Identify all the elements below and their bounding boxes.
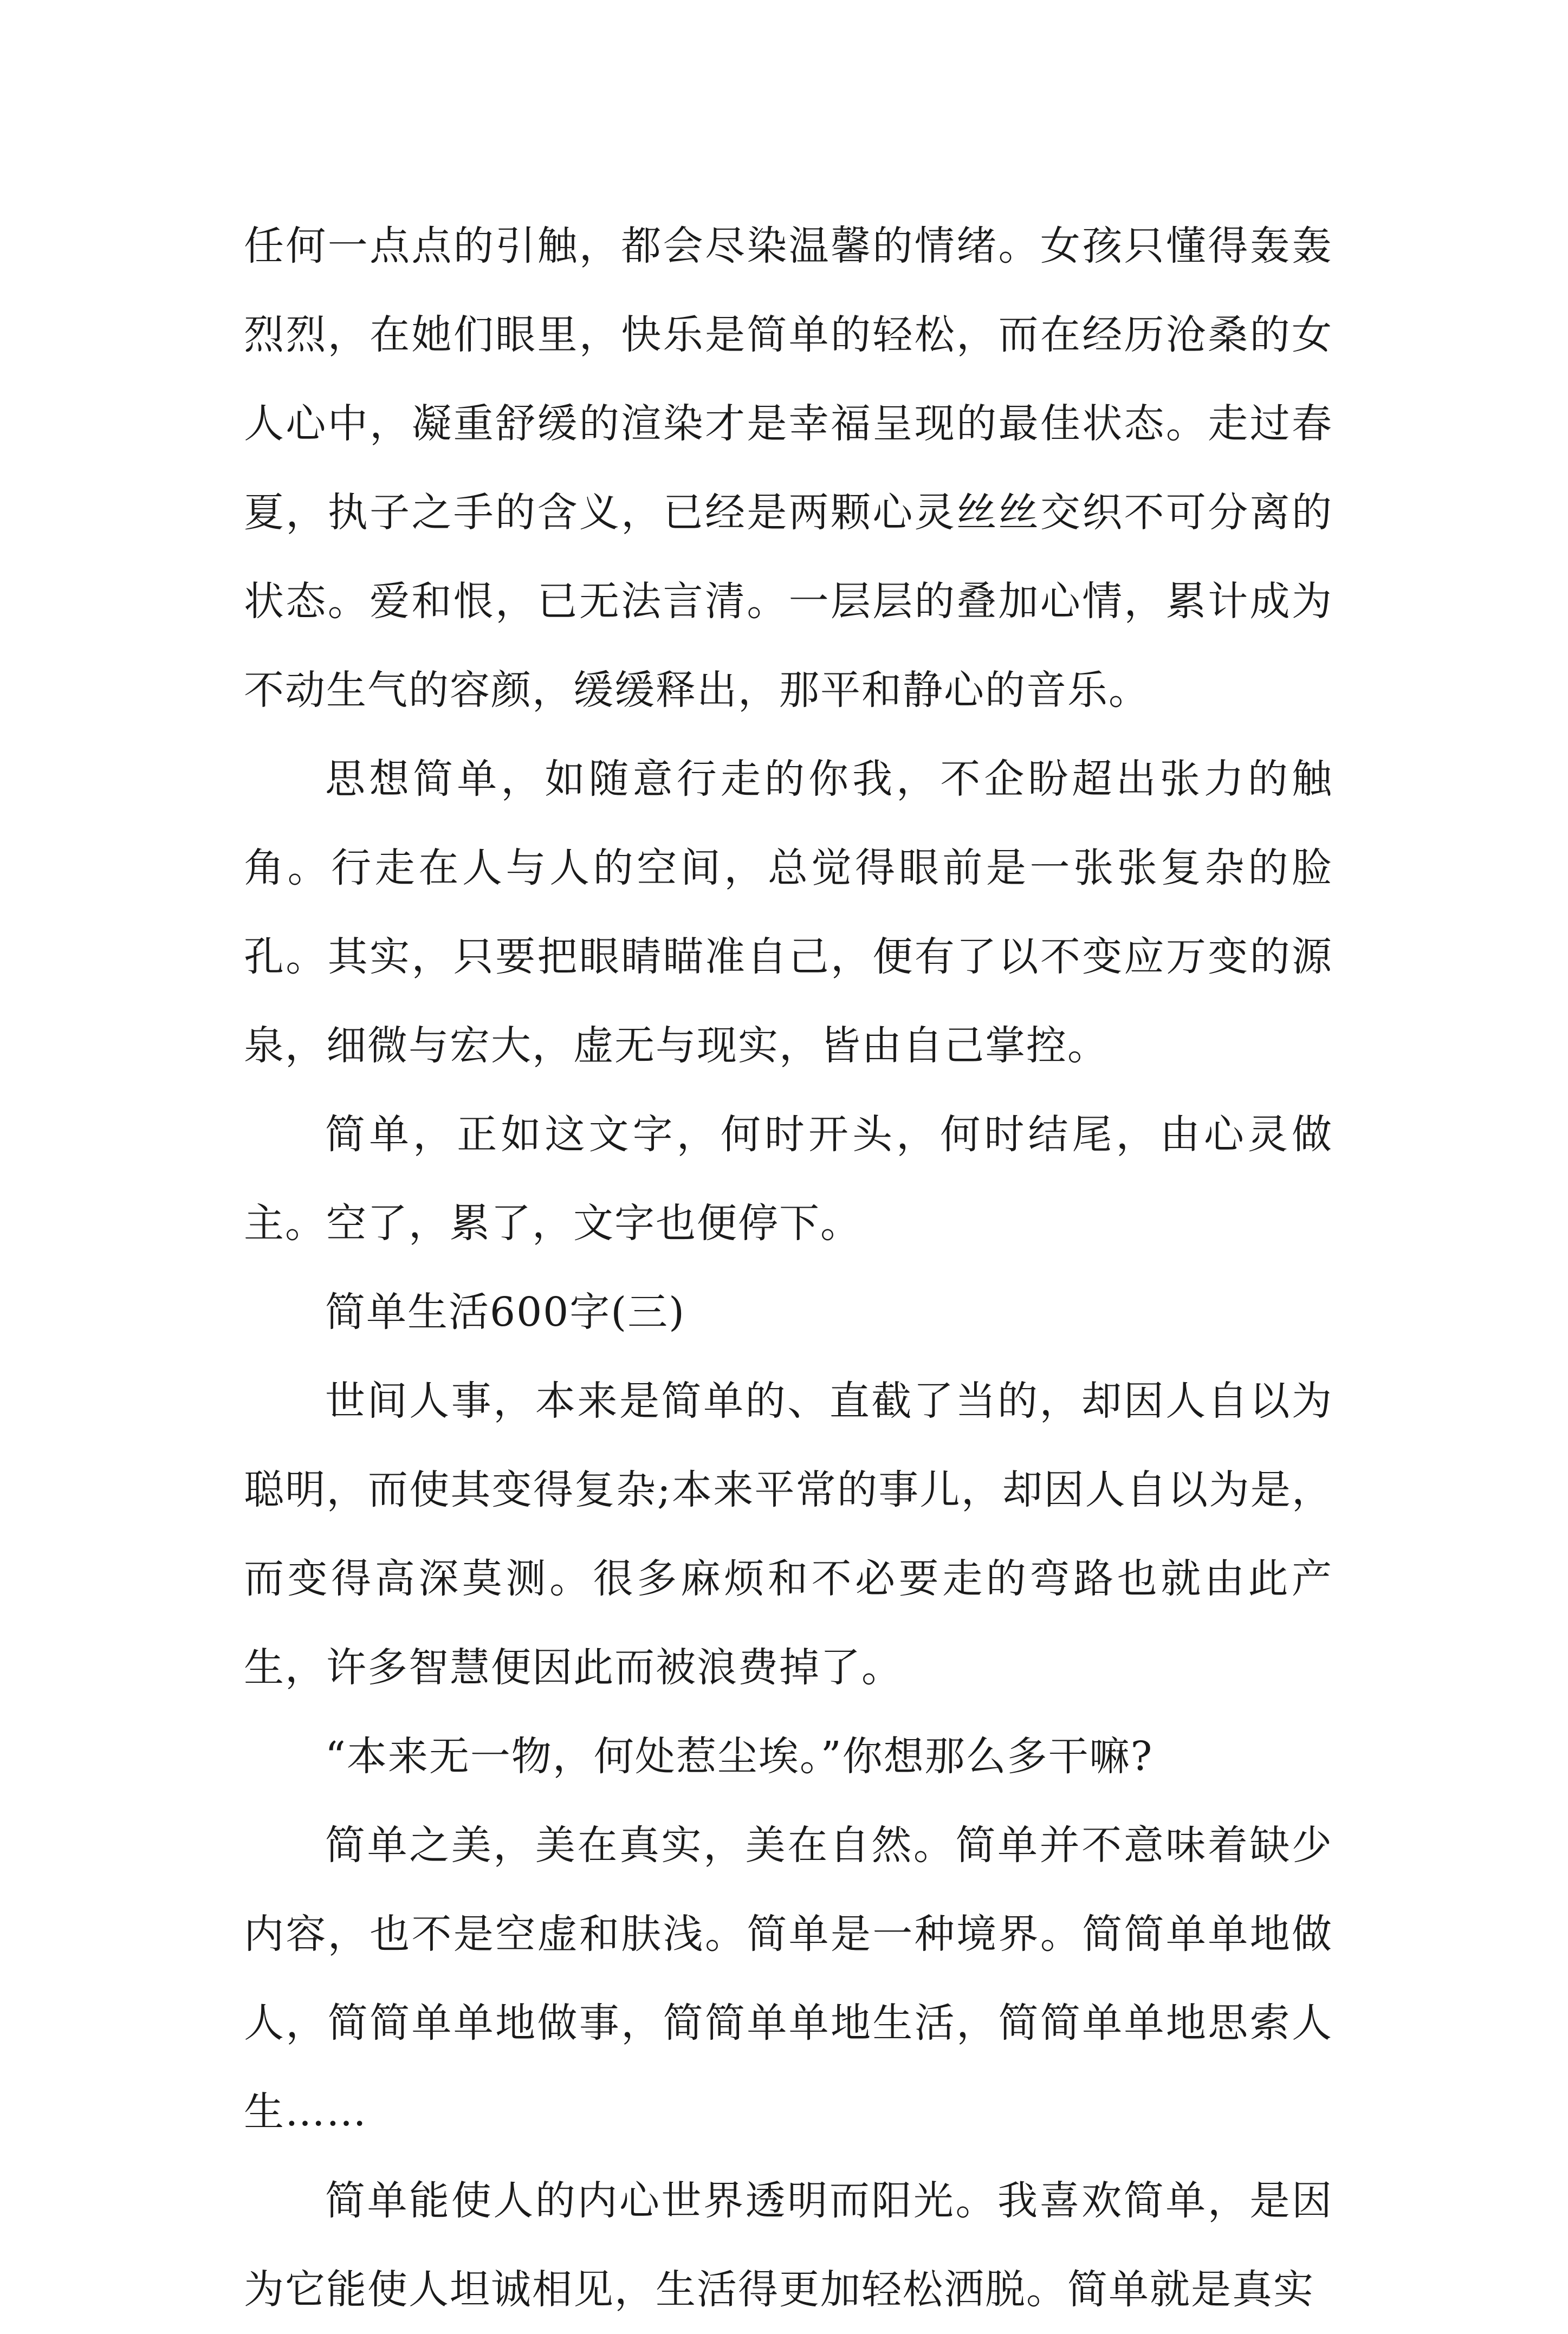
paragraph-2: 思想简单，如随意行走的你我，不企盼超出张力的触角。行走在人与人的空间，总觉得眼前是一张张复杂的脸孔。其实，只要把眼睛瞄准自己，便有了以不变应万变的源泉，细微与宏大，虚无与现实，皆由自己掌控。: [244, 756, 1333, 1069]
section-heading: 简单生活600字(三): [325, 1289, 685, 1335]
paragraph-1: 任何一点点的引触，都会尽染温馨的情绪。女孩只懂得轰轰烈烈，在她们眼里，快乐是简单的轻松，而在经历沧桑的女人心中，凝重舒缓的渲染才是幸福呈现的最佳状态。走过春夏，执子之手的含义，已经是两颗心灵丝丝交织不可分离的状态。爱和恨，已无法言清。一层层的叠加心情，累计成为不动生气的容颜，缓缓释出，那平和静心的音乐。: [244, 223, 1333, 714]
paragraph-3: 简单，正如这文字，何时开头，何时结尾，由心灵做主。空了，累了，文字也便停下。: [244, 1111, 1333, 1247]
paragraph-6: 简单能使人的内心世界透明而阳光。我喜欢简单，是因为它能使人坦诚相见，生活得更加轻松洒脱。简单就是真实: [244, 2177, 1333, 2313]
document-body: [244, 202, 1333, 2334]
quote-paragraph: “本来无一物，何处惹尘埃。”你想那么多干嘛?: [325, 1733, 1154, 1780]
paragraph-4: 世间人事，本来是简单的、直截了当的，却因人自以为聪明，而使其变得复杂;本来平常的事儿，却因人自以为是，而变得高深莫测。很多麻烦和不必要走的弯路也就由此产生，许多智慧便因此而被浪费掉了。: [244, 1378, 1333, 1691]
paragraph-5: 简单之美，美在真实，美在自然。简单并不意味着缺少内容，也不是空虚和肤浅。简单是一种境界。简简单单地做人，简简单单地做事，简简单单地生活，简简单单地思索人生……: [244, 1822, 1333, 2135]
